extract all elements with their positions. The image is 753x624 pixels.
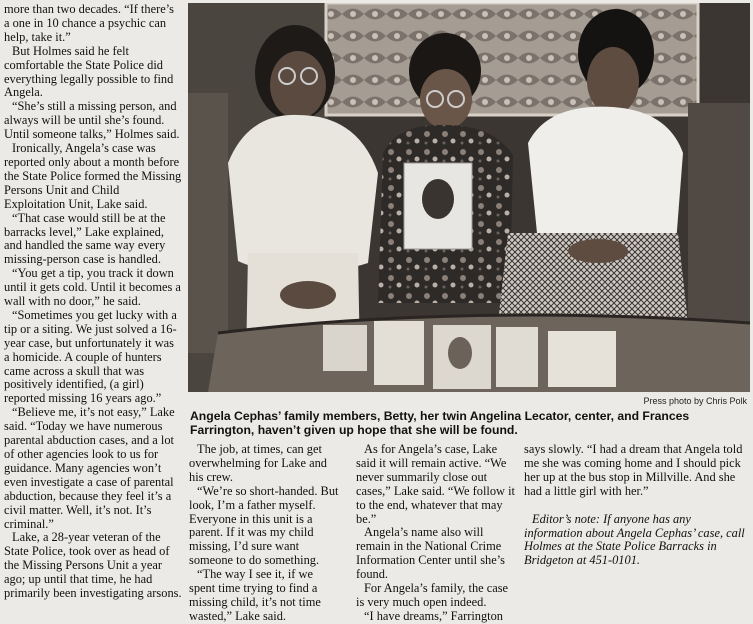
paragraph: more than two decades. “If there’s a one in 10 chance a psychic can help, take it.” — [4, 2, 174, 44]
article-column-2 — [189, 443, 341, 624]
paragraph: Ironically, Angela’s case was reported only about a month before the State Police formed the Missing Persons Unit and Child Exploitation Unit, Lake said. — [4, 141, 182, 211]
paragraph: “I have dreams,” Farrington — [364, 608, 503, 623]
paragraph: Lake, a 28-year veteran of the State Police, took over as head of the Missing Persons Unit a year ago; up until that time, he had primarily been investigating arsons. — [4, 530, 182, 601]
family-photo — [188, 3, 750, 392]
paragraph: The job, at times, can get overwhelming for Lake and his crew. — [189, 442, 327, 484]
paragraph: “Sometimes you get lucky with a tip or a siting. We just solved a 16-year case, but unfortunately it was a homicide. A couple of hunters came across a skull that was positively identified, (a girl) reported missing 16 years ago.” — [4, 307, 177, 406]
paragraph: But Holmes said he felt comfortable the State Police did everything legally possible to find Angela. — [4, 43, 174, 100]
paragraph: For Angela’s family, the case is very much open indeed. — [356, 581, 509, 609]
paragraph: “She’s still a missing person, and always will be until she’s found. Until someone talks,” Holmes said. — [4, 99, 180, 142]
paragraph: As for Angela’s case, Lake said it will remain active. “We never summarily close out cases,” Lake said. “We follow it to the end, whatever that may be.” — [356, 442, 515, 526]
article-column-3 — [356, 443, 516, 624]
photo-caption: Angela Cephas’ family members, Betty, her twin Angelina Lecator, center, and Frances Farrington, haven’t given up hope that she will be found. — [190, 409, 690, 437]
paragraph: “The way I see it, if we spent time trying to find a missing child, it’s not time wasted,” Lake said. — [189, 567, 321, 623]
photo-credit: Press photo by Chris Polk — [643, 396, 747, 406]
editors-note: Editor’s note: If anyone has any information about Angela Cephas’ case, call Holmes at the State Police Barracks in Bridgeton at 451-0101. — [524, 511, 745, 568]
paragraph: “That case would still be at the barracks level,” Lake explained, and handled the same way every missing-person case is handled. — [4, 210, 166, 267]
article-column-4 — [524, 443, 750, 568]
paragraph: “You get a tip, you track it down until it gets cold. Until it becomes a wall with no door,” he said. — [4, 266, 181, 309]
paragraph: says slowly. “I had a dream that Angela told me she was coming home and I should pick her up at the bus stop in Millville. And she had a little girl with her.” — [524, 442, 743, 498]
paragraph: “Believe me, it’s not easy,” Lake said. “Today we have numerous parental abduction cases, and a lot of other agencies look to us for guidance. Many agencies won’t even investigate a case of parental abduction, because they feel it’s a civil matter. Well, it’s not. It’s criminal.” — [4, 405, 175, 531]
article-column-1 — [4, 3, 182, 601]
paragraph: “We’re so short-handed. But look, I’m a father myself. Everyone in this unit is a parent. If it was my child missing, I’d sure want someone to do something. — [189, 483, 339, 568]
photo-image — [188, 3, 750, 392]
paragraph: Angela’s name also will remain in the National Crime Information Center until she’s found. — [356, 525, 506, 582]
